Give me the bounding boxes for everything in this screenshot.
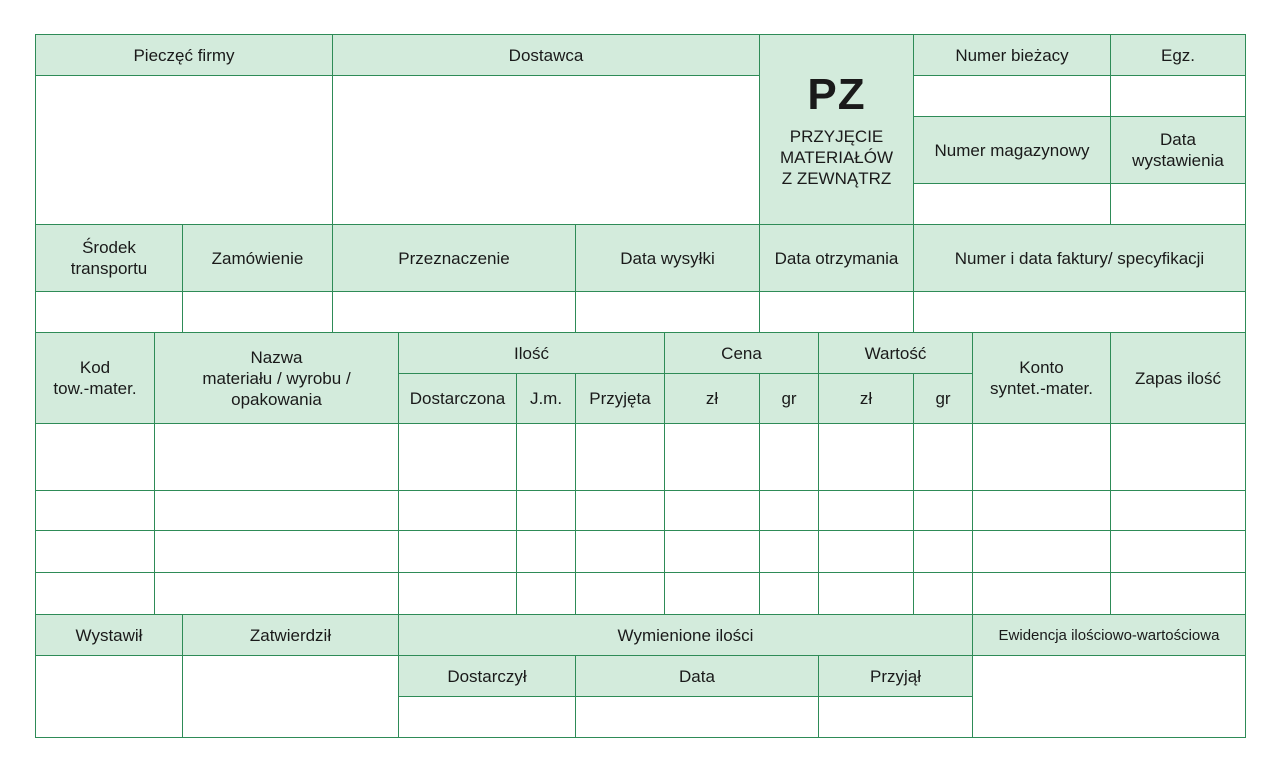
destination-field[interactable]	[332, 291, 576, 333]
item-row-4-accepted-cell[interactable]	[575, 572, 665, 615]
item-row-1-value-zl-cell[interactable]	[818, 423, 914, 491]
item-row-2-delivered-cell[interactable]	[398, 490, 517, 532]
item-row-1-value-gr-cell[interactable]	[913, 423, 973, 491]
delivered-by-header: Dostarczył	[398, 655, 576, 697]
quantity-header: Ilość	[398, 332, 665, 374]
account-header: Konto syntet.-mater.	[972, 332, 1111, 424]
ship-date-header: Data wysyłki	[575, 224, 760, 292]
item-row-3-value-zl-cell[interactable]	[818, 530, 914, 573]
company-stamp-header: Pieczęć firmy	[35, 34, 333, 76]
warehouse-number-field[interactable]	[913, 183, 1111, 225]
code-header: Kod tow.-mater.	[35, 332, 155, 424]
item-row-2-account-cell[interactable]	[972, 490, 1111, 532]
receipt-date-field[interactable]	[759, 291, 914, 333]
item-row-2-value-zl-cell[interactable]	[818, 490, 914, 532]
item-row-1-account-cell[interactable]	[972, 423, 1111, 491]
item-row-4-value-gr-cell[interactable]	[913, 572, 973, 615]
invoice-field[interactable]	[913, 291, 1246, 333]
copy-header: Egz.	[1110, 34, 1246, 76]
transport-field[interactable]	[35, 291, 183, 333]
current-number-field[interactable]	[913, 75, 1111, 117]
item-row-3-value-gr-cell[interactable]	[913, 530, 973, 573]
issued-by-header: Wystawił	[35, 614, 183, 656]
delivered-by-field[interactable]	[398, 696, 576, 738]
quantities-header: Wymienione ilości	[398, 614, 973, 656]
records-field[interactable]	[972, 655, 1246, 738]
price-zl-subheader: zł	[664, 373, 760, 424]
unit-subheader: J.m.	[516, 373, 576, 424]
delivered-subheader: Dostarczona	[398, 373, 517, 424]
item-row-3-account-cell[interactable]	[972, 530, 1111, 573]
order-field[interactable]	[182, 291, 333, 333]
item-row-1-name-cell[interactable]	[154, 423, 399, 491]
transport-header: Środek transportu	[35, 224, 183, 292]
date-header: Data	[575, 655, 819, 697]
item-row-4-stock-cell[interactable]	[1110, 572, 1246, 615]
approved-by-field[interactable]	[182, 655, 399, 738]
item-row-4-unit-cell[interactable]	[516, 572, 576, 615]
value-header: Wartość	[818, 332, 973, 374]
stock-header: Zapas ilość	[1110, 332, 1246, 424]
item-row-1-price-zl-cell[interactable]	[664, 423, 760, 491]
item-row-3-name-cell[interactable]	[154, 530, 399, 573]
item-row-4-delivered-cell[interactable]	[398, 572, 517, 615]
ship-date-field[interactable]	[575, 291, 760, 333]
records-header: Ewidencja ilościowo-wartościowa	[972, 614, 1246, 656]
item-row-4-price-zl-cell[interactable]	[664, 572, 760, 615]
item-row-3-price-zl-cell[interactable]	[664, 530, 760, 573]
supplier-field[interactable]	[332, 75, 760, 225]
doc-title-line-2: MATERIAŁÓW	[779, 148, 894, 167]
name-header: Nazwa materiału / wyrobu / opakowania	[154, 332, 399, 424]
item-row-1-code-cell[interactable]	[35, 423, 155, 491]
date-field[interactable]	[575, 696, 819, 738]
value-zl-subheader: zł	[818, 373, 914, 424]
item-row-2-accepted-cell[interactable]	[575, 490, 665, 532]
warehouse-number-header: Numer magazynowy	[913, 116, 1111, 184]
item-row-4-price-gr-cell[interactable]	[759, 572, 819, 615]
received-by-header: Przyjął	[818, 655, 973, 697]
item-row-2-code-cell[interactable]	[35, 490, 155, 532]
item-row-3-accepted-cell[interactable]	[575, 530, 665, 573]
item-row-2-value-gr-cell[interactable]	[913, 490, 973, 532]
received-by-field[interactable]	[818, 696, 973, 738]
item-row-2-price-gr-cell[interactable]	[759, 490, 819, 532]
price-header: Cena	[664, 332, 819, 374]
doc-title-line-3: Z ZEWNĄTRZ	[781, 169, 892, 188]
document-title-block	[759, 34, 914, 225]
destination-header: Przeznaczenie	[332, 224, 576, 292]
item-row-2-stock-cell[interactable]	[1110, 490, 1246, 532]
item-row-2-name-cell[interactable]	[154, 490, 399, 532]
issue-date-field[interactable]	[1110, 183, 1246, 225]
approved-by-header: Zatwierdził	[182, 614, 399, 656]
accepted-subheader: Przyjęta	[575, 373, 665, 424]
item-row-2-price-zl-cell[interactable]	[664, 490, 760, 532]
value-gr-subheader: gr	[913, 373, 973, 424]
item-row-1-unit-cell[interactable]	[516, 423, 576, 491]
item-row-3-price-gr-cell[interactable]	[759, 530, 819, 573]
item-row-4-value-zl-cell[interactable]	[818, 572, 914, 615]
item-row-3-delivered-cell[interactable]	[398, 530, 517, 573]
copy-field[interactable]	[1110, 75, 1246, 117]
issued-by-field[interactable]	[35, 655, 183, 738]
item-row-4-account-cell[interactable]	[972, 572, 1111, 615]
item-row-3-stock-cell[interactable]	[1110, 530, 1246, 573]
price-gr-subheader: gr	[759, 373, 819, 424]
item-row-4-code-cell[interactable]	[35, 572, 155, 615]
order-header: Zamówienie	[182, 224, 333, 292]
company-stamp-field[interactable]	[35, 75, 333, 225]
item-row-4-name-cell[interactable]	[154, 572, 399, 615]
item-row-1-price-gr-cell[interactable]	[759, 423, 819, 491]
item-row-2-unit-cell[interactable]	[516, 490, 576, 532]
issue-date-header: Data wystawienia	[1110, 116, 1246, 184]
doc-code: PZ	[807, 70, 866, 119]
item-row-1-accepted-cell[interactable]	[575, 423, 665, 491]
receipt-date-header: Data otrzymania	[759, 224, 914, 292]
item-row-3-unit-cell[interactable]	[516, 530, 576, 573]
invoice-header: Numer i data faktury/ specyfikacji	[913, 224, 1246, 292]
doc-title-line-1: PRZYJĘCIE	[789, 127, 884, 146]
supplier-header: Dostawca	[332, 34, 760, 76]
item-row-3-code-cell[interactable]	[35, 530, 155, 573]
item-row-1-stock-cell[interactable]	[1110, 423, 1246, 491]
item-row-1-delivered-cell[interactable]	[398, 423, 517, 491]
current-number-header: Numer bieżacy	[913, 34, 1111, 76]
